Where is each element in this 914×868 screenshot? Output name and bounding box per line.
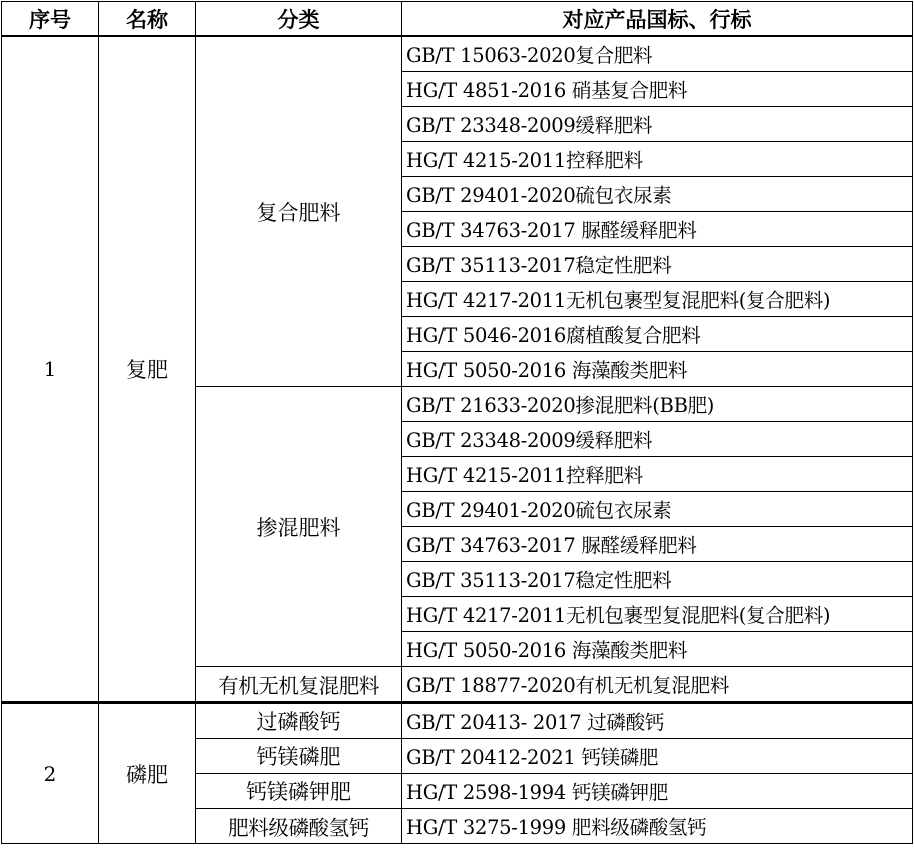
standard-cell: HG/T 4217-2011无机包裹型复混肥料(复合肥料) — [402, 282, 913, 317]
standard-cell: GB/T 35113-2017稳定性肥料 — [402, 562, 913, 597]
group-name-cell: 复肥 — [99, 36, 196, 703]
header-name: 名称 — [99, 2, 196, 37]
standard-cell: GB/T 20413- 2017 过磷酸钙 — [402, 703, 913, 739]
standard-cell: HG/T 5046-2016腐植酸复合肥料 — [402, 317, 913, 352]
category-cell: 钙镁磷钾肥 — [196, 774, 402, 809]
header-index: 序号 — [2, 2, 99, 37]
standard-cell: HG/T 4851-2016 硝基复合肥料 — [402, 72, 913, 107]
standard-cell: GB/T 34763-2017 脲醛缓释肥料 — [402, 527, 913, 562]
standard-cell: GB/T 35113-2017稳定性肥料 — [402, 247, 913, 282]
fertilizer-standards-table — [1, 1, 913, 844]
category-cell: 掺混肥料 — [196, 387, 402, 667]
category-cell: 肥料级磷酸氢钙 — [196, 809, 402, 844]
group-index-cell: 1 — [2, 36, 99, 703]
table-row — [2, 703, 913, 739]
standard-cell: GB/T 21633-2020掺混肥料(BB肥) — [402, 387, 913, 422]
standard-cell: HG/T 4215-2011控释肥料 — [402, 142, 913, 177]
standard-cell: GB/T 20412-2021 钙镁磷肥 — [402, 739, 913, 774]
category-cell: 钙镁磷肥 — [196, 739, 402, 774]
table-body — [2, 36, 913, 844]
standard-cell: HG/T 4215-2011控释肥料 — [402, 457, 913, 492]
standard-cell: GB/T 15063-2020复合肥料 — [402, 36, 913, 72]
header-row — [2, 2, 913, 37]
group-index-cell: 2 — [2, 703, 99, 844]
table-row — [2, 36, 913, 72]
category-cell: 过磷酸钙 — [196, 703, 402, 739]
standard-cell: HG/T 4217-2011无机包裹型复混肥料(复合肥料) — [402, 597, 913, 632]
standard-cell: GB/T 18877-2020有机无机复混肥料 — [402, 667, 913, 703]
header-standards: 对应产品国标、行标 — [402, 2, 913, 37]
standard-cell: GB/T 23348-2009缓释肥料 — [402, 422, 913, 457]
group-name-cell: 磷肥 — [99, 703, 196, 844]
standard-cell: HG/T 2598-1994 钙镁磷钾肥 — [402, 774, 913, 809]
standard-cell: HG/T 3275-1999 肥料级磷酸氢钙 — [402, 809, 913, 844]
standard-cell: HG/T 5050-2016 海藻酸类肥料 — [402, 352, 913, 387]
category-cell: 复合肥料 — [196, 36, 402, 387]
standard-cell: GB/T 34763-2017 脲醛缓释肥料 — [402, 212, 913, 247]
standard-cell: GB/T 29401-2020硫包衣尿素 — [402, 492, 913, 527]
header-category: 分类 — [196, 2, 402, 37]
category-cell: 有机无机复混肥料 — [196, 667, 402, 703]
standard-cell: GB/T 29401-2020硫包衣尿素 — [402, 177, 913, 212]
standard-cell: GB/T 23348-2009缓释肥料 — [402, 107, 913, 142]
standard-cell: HG/T 5050-2016 海藻酸类肥料 — [402, 632, 913, 667]
